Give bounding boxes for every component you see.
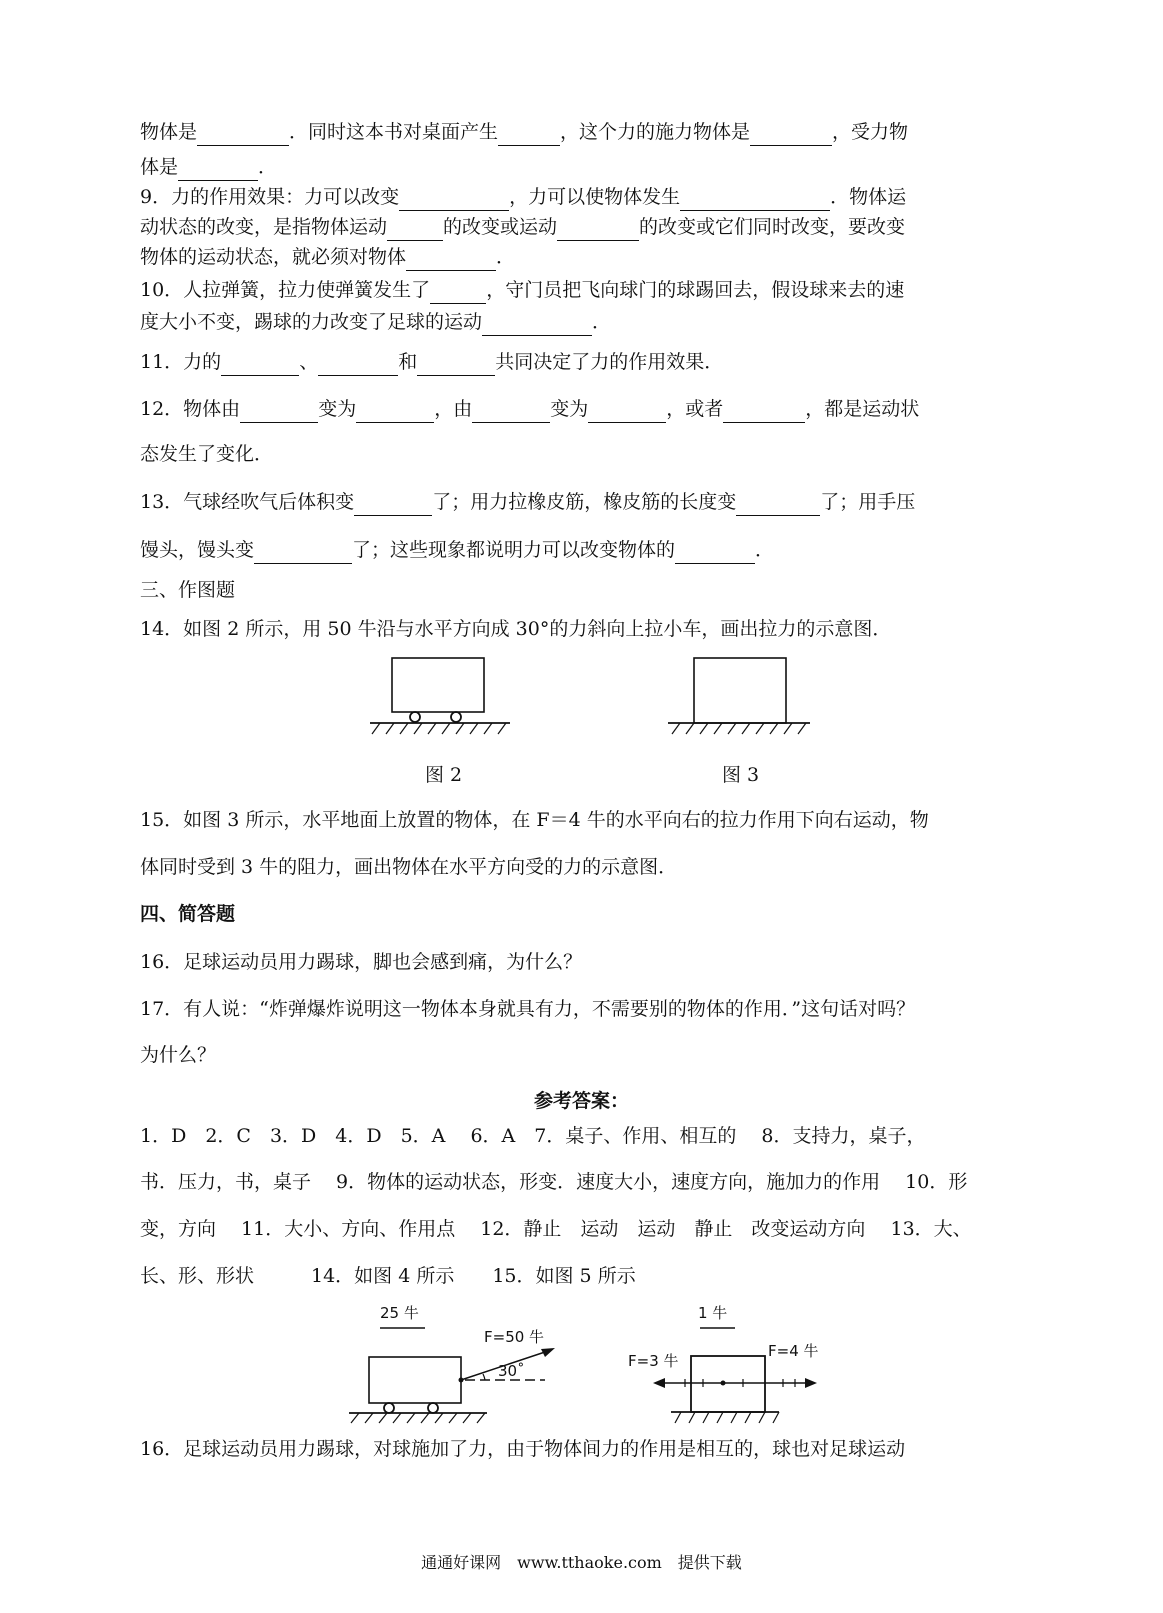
text-segment: ． (755, 539, 775, 561)
text-segment: 了；这些现象都说明力可以改变物体的 (352, 539, 676, 561)
text-line (140, 1264, 1000, 1288)
text-segment: ． (258, 156, 278, 178)
text-segment: ． (592, 311, 612, 333)
text-segment: 10．人拉弹簧，拉力使弹簧发生了 (140, 279, 431, 301)
text-segment: 了；用力拉橡皮筋，橡皮筋的长度变 (432, 491, 737, 513)
text-segment: 9．力的作用效果：力可以改变 (140, 186, 400, 208)
text-segment: 变为 (318, 398, 357, 420)
figure-5-label-left: F=3 牛 (628, 1352, 679, 1370)
text-segment: 变，方向 11．大小、方向、作用点 12．静止 运动 运动 静止 改变运动方向 13．大、 (140, 1218, 972, 1240)
text-segment: 物体的运动状态，就必须对物体 (140, 246, 407, 268)
fill-in-blank[interactable] (356, 404, 434, 423)
text-line (140, 397, 1000, 423)
text-segment: 体是 (140, 156, 179, 178)
text-line (140, 350, 1000, 376)
text-segment: 17．有人说：“炸弹爆炸说明这一物体本身就具有力，不需要别的物体的作用．”这句话对吗？ (140, 998, 916, 1020)
text-segment: ，力可以使物体发生 (509, 186, 681, 208)
text-segment: ，都是运动状 (805, 398, 920, 420)
text-line (140, 442, 1000, 466)
text-segment: 变为 (550, 398, 589, 420)
text-segment: 的改变或它们同时改变，要改变 (639, 216, 906, 238)
text-segment: 动状态的改变，是指物体运动 (140, 216, 388, 238)
fill-in-blank[interactable] (723, 404, 805, 423)
text-segment: 15．如图 3 所示，水平地面上放置的物体，在 F＝4 牛的水平向右的拉力作用下向右运动，物 (140, 809, 929, 831)
text-line (140, 997, 1000, 1021)
text-line (140, 1437, 1000, 1461)
fill-in-blank[interactable] (354, 497, 432, 516)
text-segment: ，由 (434, 398, 473, 420)
text-line (140, 578, 1000, 602)
fill-in-blank[interactable] (221, 357, 299, 376)
figure-3-caption: 图 3 (722, 764, 760, 786)
text-line (140, 185, 1000, 211)
text-segment: 三、作图题 (140, 579, 236, 601)
fill-in-blank[interactable] (254, 545, 352, 564)
text-segment: 16．足球运动员用力踢球，对球施加了力，由于物体间力的作用是相互的，球也对足球运动 (140, 1438, 906, 1460)
text-line (140, 538, 1000, 564)
text-segment: ．同时这本书对桌面产生 (289, 121, 499, 143)
text-line (140, 215, 1000, 241)
fill-in-blank[interactable] (417, 357, 495, 376)
figure-4-label-force: F=50 牛 (484, 1328, 545, 1346)
fill-in-blank[interactable] (430, 285, 486, 304)
text-segment: 为什么？ (140, 1044, 217, 1066)
fill-in-blank[interactable] (557, 222, 639, 241)
text-line (140, 617, 1000, 641)
fill-in-blank[interactable] (406, 252, 496, 271)
text-line (140, 120, 1000, 146)
fill-in-blank[interactable] (197, 127, 289, 146)
text-segment: 、 (299, 351, 319, 373)
figure-4-label-25: 25 牛 (380, 1304, 419, 1322)
text-line (140, 1217, 1000, 1241)
text-segment: 物体是 (140, 121, 198, 143)
text-segment: ．物体运 (830, 186, 907, 208)
fill-in-blank[interactable] (750, 127, 832, 146)
text-segment: 长、形、形状 14．如图 4 所示 15．如图 5 所示 (140, 1265, 636, 1287)
text-line (140, 855, 1000, 879)
fill-in-blank[interactable] (588, 404, 666, 423)
text-segment: ，这个力的施力物体是 (560, 121, 751, 143)
text-line (140, 490, 1000, 516)
text-segment: ，或者 (666, 398, 724, 420)
text-segment: 了；用手压 (820, 491, 916, 513)
text-segment: 的改变或运动 (443, 216, 558, 238)
figure-5-label-right: F=4 牛 (768, 1342, 819, 1360)
text-segment: 12．物体由 (140, 398, 241, 420)
text-segment: 1．D 2．C 3．D 4．D 5．A 6．A 7．桌子、作用、相互的 8．支持力，桌子， (140, 1125, 926, 1147)
figure-2-cart (360, 650, 520, 745)
figure-5-label-1: 1 牛 (698, 1304, 728, 1322)
text-segment: 馒头，馒头变 (140, 539, 255, 561)
text-line (140, 278, 1000, 304)
text-line (140, 1170, 1000, 1194)
fill-in-blank[interactable] (318, 357, 398, 376)
fill-in-blank[interactable] (178, 162, 258, 181)
fill-in-blank[interactable] (675, 545, 755, 564)
answers-title: 参考答案： (533, 1090, 629, 1112)
text-segment: 书．压力，书，桌子 9．物体的运动状态，形变．速度大小，速度方向，施加力的作用 10．形 (140, 1171, 968, 1193)
text-segment: 13．气球经吹气后体积变 (140, 491, 355, 513)
text-line (140, 310, 1000, 336)
text-segment: 度大小不变，踢球的力改变了足球的运动 (140, 311, 483, 333)
text-line (140, 808, 1000, 832)
figure-2-caption: 图 2 (425, 764, 463, 786)
fill-in-blank[interactable] (736, 497, 820, 516)
text-line (140, 950, 1000, 974)
fill-in-blank[interactable] (387, 222, 443, 241)
figure-4-label-angle: 30˚ (498, 1362, 525, 1380)
text-line (140, 155, 1000, 181)
text-line (140, 245, 1000, 271)
text-line (140, 1124, 1000, 1148)
text-segment: 共同决定了力的作用效果． (495, 351, 724, 373)
fill-in-blank[interactable] (498, 127, 560, 146)
text-segment: ． (496, 246, 516, 268)
text-segment: 11．力的 (140, 351, 222, 373)
fill-in-blank[interactable] (399, 192, 509, 211)
text-segment: ，受力物 (832, 121, 909, 143)
fill-in-blank[interactable] (240, 404, 318, 423)
text-segment: 14．如图 2 所示，用 50 牛沿与水平方向成 30°的力斜向上拉小车，画出拉力的示意图． (140, 618, 892, 640)
fill-in-blank[interactable] (472, 404, 550, 423)
text-segment: 体同时受到 3 牛的阻力，画出物体在水平方向受的力的示意图． (140, 856, 678, 878)
text-segment: 和 (398, 351, 418, 373)
fill-in-blank[interactable] (680, 192, 830, 211)
fill-in-blank[interactable] (482, 317, 592, 336)
text-segment: ，守门员把飞向球门的球踢回去，假设球来去的速 (486, 279, 905, 301)
section-heading-short-answer: 四、简答题 (140, 903, 236, 925)
text-line (140, 1043, 1000, 1067)
text-segment: 态发生了变化． (140, 443, 274, 465)
page-footer: 通通好课网 www.tthaoke.com 提供下载 (421, 1553, 742, 1572)
figure-3-box (660, 650, 820, 745)
text-segment: 16．足球运动员用力踢球，脚也会感到痛，为什么？ (140, 951, 583, 973)
